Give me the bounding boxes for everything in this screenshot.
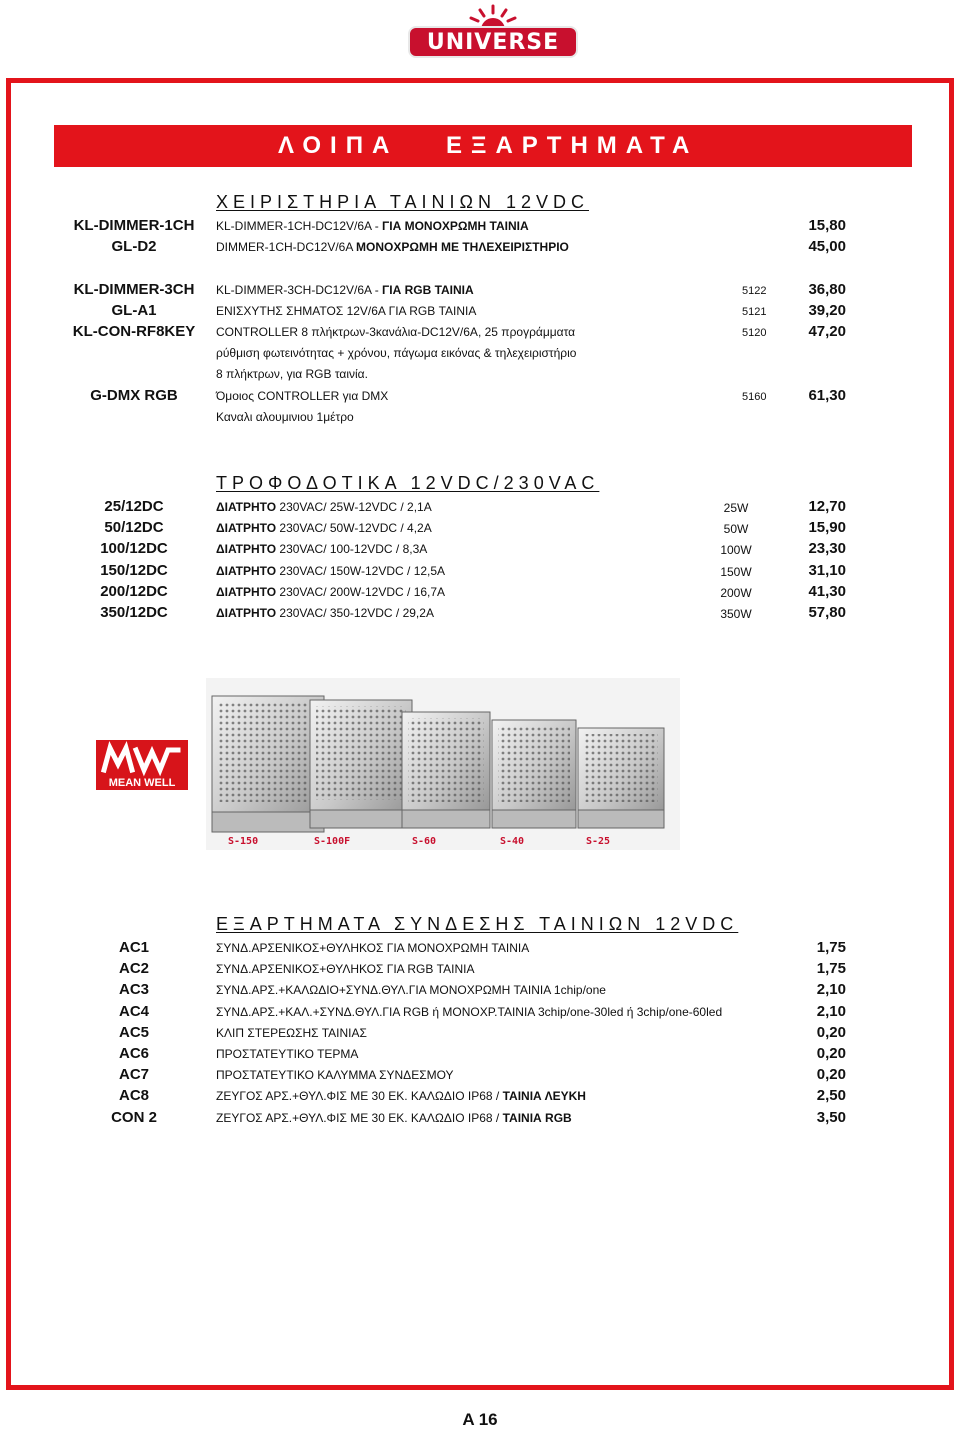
accessory-code: AC4 — [118, 1003, 149, 1020]
power-supplies-photo — [206, 678, 680, 850]
controllers-title: ΧΕΙΡΙΣΤΗΡΙΑ ΤΑΙΝΙΩΝ 12VDC — [216, 192, 589, 212]
accessory-code: CON 2 — [111, 1109, 157, 1126]
psu-code: 50/12DC — [104, 519, 164, 536]
psu-row — [0, 602, 960, 624]
psu-desc: ΔΙΑΤΡΗΤΟ 230VAC/ 50W-12VDC / 4,2A — [216, 521, 432, 535]
model-label: S-60 — [412, 836, 437, 847]
accessory-row — [0, 1064, 960, 1086]
product-desc-continued: ρύθμιση φωτεινότητας + χρόνου, πάγωμα εικόνας & τηλεχειριστήριο — [216, 346, 577, 360]
psu-row — [0, 517, 960, 539]
psu-unit — [310, 700, 412, 828]
product-code: KL-CON-RF8KEY — [72, 323, 196, 340]
accessory-desc: ΠΡΟΣΤΑΤΕΥΤΙΚΟ ΤΕΡΜΑ — [216, 1047, 359, 1061]
product-price: 61,30 — [808, 387, 846, 404]
accessory-row — [0, 1022, 960, 1044]
psu-code: 25/12DC — [104, 498, 164, 515]
product-desc: KL-DIMMER-3CH-DC12V/6A - ΓΙΑ RGB ΤΑΙΝΙΑ — [216, 283, 474, 297]
product-row — [0, 215, 960, 237]
product-price: 47,20 — [808, 323, 846, 340]
psu-code: 200/12DC — [100, 583, 168, 600]
psu-watt: 200W — [720, 586, 752, 600]
psu-desc: ΔΙΑΤΡΗΤΟ 230VAC/ 25W-12VDC / 2,1A — [216, 500, 432, 514]
accessory-price: 3,50 — [816, 1109, 846, 1126]
product-row — [0, 279, 960, 301]
model-label: S-150 — [228, 836, 259, 847]
product-price: 36,80 — [808, 281, 846, 298]
accessory-desc: ΠΡΟΣΤΑΤΕΥΤΙΚΟ ΚΑΛΥΜΜΑ ΣΥΝΔΕΣΜΟΥ — [216, 1068, 454, 1082]
psu-row — [0, 538, 960, 560]
psu-watt: 50W — [723, 522, 749, 536]
accessory-code: AC2 — [118, 960, 149, 977]
accessory-price: 1,75 — [816, 939, 846, 956]
psu-unit — [492, 720, 576, 828]
accessory-code: AC1 — [118, 939, 149, 956]
psu-price: 15,90 — [808, 519, 846, 536]
accessory-code: AC5 — [118, 1024, 149, 1041]
accessories-title: ΕΞΑΡΤΗΜΑΤΑ ΣΥΝΔΕΣΗΣ ΤΑΙΝΙΩΝ 12VDC — [216, 914, 739, 934]
accessory-code: AC7 — [118, 1066, 149, 1083]
product-row — [0, 385, 960, 407]
accessory-price: 1,75 — [816, 960, 846, 977]
product-code: GL-D2 — [111, 238, 157, 255]
product-price: 39,20 — [808, 302, 846, 319]
psu-unit — [578, 728, 664, 828]
accessory-price: 0,20 — [816, 1066, 846, 1083]
psu-row — [0, 496, 960, 518]
accessory-row — [0, 958, 960, 980]
product-code: KL-DIMMER-3CH — [73, 281, 195, 298]
product-number: 5160 — [742, 391, 767, 403]
product-row — [0, 321, 960, 343]
accessory-row — [0, 1107, 960, 1129]
product-number: 5122 — [742, 285, 767, 297]
banner-title-word2: ΕΞΑΡΤΗΜΑΤΑ — [446, 132, 699, 159]
accessory-price: 2,10 — [816, 1003, 846, 1020]
product-desc: KL-DIMMER-1CH-DC12V/6A - ΓΙΑ ΜΟΝΟΧΡΩΜΗ ΤΑΙΝΙΑ — [216, 219, 529, 233]
psu-desc: ΔΙΑΤΡΗΤΟ 230VAC/ 100-12VDC / 8,3A — [216, 542, 428, 556]
accessory-desc: ΖΕΥΓΟΣ ΑΡΣ.+ΘΥΛ.ΦΙΣ ΜΕ 30 ΕΚ. ΚΑΛΩΔΙΟ IP68 / ΤΑΙΝΙΑ ΛΕΥΚΗ — [216, 1089, 586, 1103]
accessory-desc: ΣΥΝΔ.ΑΡΣΕΝΙΚΟΣ+ΘΥΛΗΚΟΣ ΓΙΑ RGB ΤΑΙΝΙΑ — [216, 962, 475, 976]
product-desc: Όμοιος CONTROLLER για DMX — [216, 389, 389, 403]
logo-box — [408, 26, 578, 58]
product-price: 45,00 — [808, 238, 846, 255]
accessory-desc: ΣΥΝΔ.ΑΡΣΕΝΙΚΟΣ+ΘΥΛΗΚΟΣ ΓΙΑ ΜΟΝΟΧΡΩΜΗ ΤΑΙΝΙΑ — [216, 941, 530, 955]
product-price: 15,80 — [808, 217, 846, 234]
psu-desc: ΔΙΑΤΡΗΤΟ 230VAC/ 350-12VDC / 29,2A — [216, 606, 434, 620]
accessory-row — [0, 1001, 960, 1023]
accessory-code: AC3 — [118, 981, 149, 998]
svg-text:MEAN WELL: MEAN WELL — [108, 777, 176, 789]
accessory-price: 0,20 — [816, 1024, 846, 1041]
psu-watt: 100W — [720, 543, 752, 557]
psu-price: 41,30 — [808, 583, 846, 600]
accessory-code: AC8 — [118, 1087, 149, 1104]
product-code: KL-DIMMER-1CH — [73, 217, 195, 234]
banner-title-word1: ΛΟΙΠΑ — [278, 132, 399, 159]
model-label: S-40 — [500, 836, 525, 847]
accessory-desc: ΣΥΝΔ.ΑΡΣ.+ΚΑΛΩΔΙΟ+ΣΥΝΔ.ΘΥΛ.ΓΙΑ ΜΟΝΟΧΡΩΜΗ ΤΑΙΝΙΑ 1chip/one — [216, 983, 606, 997]
product-desc-continued: Καναλι αλουμινιου 1μέτρο — [216, 410, 354, 424]
psu-title: ΤΡΟΦΟΔΟΤΙΚΑ 12VDC/230VAC — [216, 473, 600, 493]
product-code: G-DMX RGB — [90, 387, 178, 404]
product-number: 5120 — [742, 327, 767, 339]
product-desc: CONTROLLER 8 πλήκτρων-3κανάλια-DC12V/6A, 25 προγράμματα — [216, 325, 576, 339]
page-number: A 16 — [462, 1410, 498, 1429]
model-label: S-100F — [314, 836, 351, 847]
accessory-desc: ΖΕΥΓΟΣ ΑΡΣ.+ΘΥΛ.ΦΙΣ ΜΕ 30 ΕΚ. ΚΑΛΩΔΙΟ IP68 / ΤΑΙΝΙΑ RGB — [216, 1111, 572, 1125]
accessory-price: 0,20 — [816, 1045, 846, 1062]
product-row — [0, 300, 960, 322]
product-desc: ΕΝΙΣΧΥΤΗΣ ΣΗΜΑΤΟΣ 12V/6A ΓΙΑ RGB ΤΑΙΝΙΑ — [216, 304, 477, 318]
accessory-row — [0, 1085, 960, 1107]
psu-watt: 350W — [720, 607, 752, 621]
universe-logo — [408, 4, 578, 56]
product-desc: DIMMER-1CH-DC12V/6A ΜΟΝΟΧΡΩΜΗ ΜΕ ΤΗΛΕΧΕΙΡΙΣΤΗΡΙΟ — [216, 240, 569, 254]
section-banner — [54, 125, 912, 167]
psu-code: 350/12DC — [100, 604, 168, 621]
logo-text: UNIVERSE — [426, 29, 560, 55]
psu-code: 150/12DC — [100, 562, 168, 579]
accessory-desc: ΚΛΙΠ ΣΤΕΡΕΩΣΗΣ ΤΑΙΝΙΑΣ — [216, 1026, 367, 1040]
accessory-row — [0, 979, 960, 1001]
product-number: 5121 — [742, 306, 767, 318]
accessory-code: AC6 — [118, 1045, 149, 1062]
accessory-price: 2,10 — [816, 981, 846, 998]
psu-watt: 150W — [720, 565, 752, 579]
psu-row — [0, 560, 960, 582]
meanwell-logo — [96, 740, 188, 790]
psu-unit — [402, 712, 490, 828]
accessory-row — [0, 1043, 960, 1065]
psu-code: 100/12DC — [100, 540, 168, 557]
psu-unit — [212, 696, 324, 832]
psu-price: 23,30 — [808, 540, 846, 557]
psu-desc: ΔΙΑΤΡΗΤΟ 230VAC/ 150W-12VDC / 12,5A — [216, 564, 446, 578]
psu-price: 31,10 — [808, 562, 846, 579]
psu-desc: ΔΙΑΤΡΗΤΟ 230VAC/ 200W-12VDC / 16,7A — [216, 585, 446, 599]
accessory-desc: ΣΥΝΔ.ΑΡΣ.+ΚΑΛ.+ΣΥΝΔ.ΘΥΛ.ΓΙΑ RGB ή ΜΟΝΟΧΡ.ΤΑΙΝΙΑ 3chip/one-30led ή 3chip/one-60led — [216, 1005, 723, 1019]
psu-price: 57,80 — [808, 604, 846, 621]
model-label: S-25 — [586, 836, 611, 847]
product-desc-continued: 8 πλήκτρων, για RGB ταινία. — [216, 367, 368, 381]
psu-price: 12,70 — [808, 498, 846, 515]
accessory-price: 2,50 — [816, 1087, 846, 1104]
accessory-row — [0, 937, 960, 959]
psu-row — [0, 581, 960, 603]
product-row — [0, 236, 960, 258]
product-code: GL-A1 — [111, 302, 157, 319]
psu-watt: 25W — [723, 501, 749, 515]
